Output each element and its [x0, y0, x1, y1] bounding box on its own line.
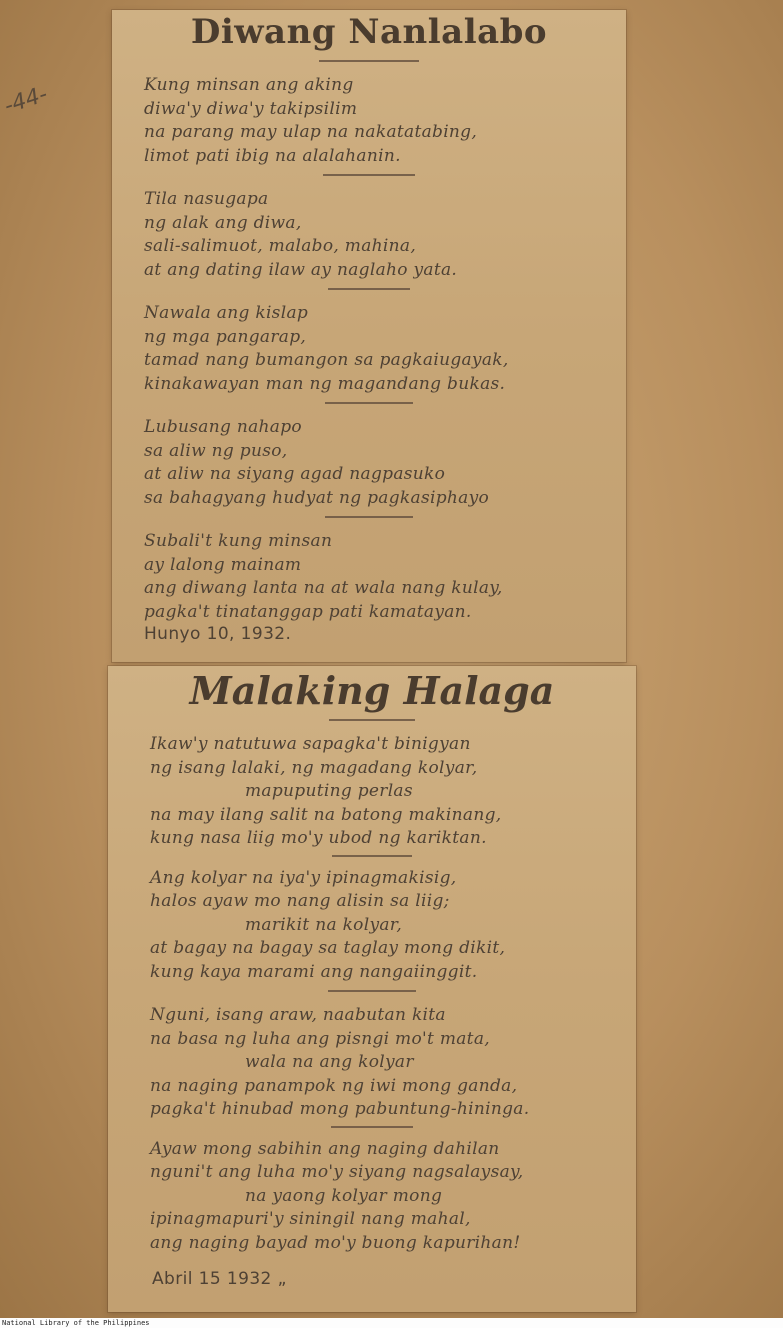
poem-line: marikit na kolyar,: [245, 914, 403, 935]
page-number: -44-: [1, 81, 51, 120]
poem-line: at bagay na bagay sa taglay mong dikit,: [150, 938, 506, 958]
poem-line: Ang kolyar na iya'y ipinagmakisig,: [150, 867, 457, 888]
stanza: [108, 1138, 636, 1256]
poem-line: Subali't kung minsan: [144, 531, 333, 551]
divider: [323, 174, 415, 176]
poem-line: tamad nang bumangon sa pagkaiugayak,: [144, 350, 509, 370]
divider: [325, 516, 413, 518]
clipping-diwang-nanlalabo: [112, 10, 626, 662]
poem-line: kung kaya marami ang nangaiinggit.: [150, 961, 478, 982]
poem-line: Tila nasugapa: [144, 189, 269, 209]
poem-date: Hunyo 10, 1932.: [144, 624, 292, 644]
poem-date: Abril 15 1932 „: [152, 1269, 287, 1289]
poem-line: sa bahagyang hudyat ng pagkasiphayo: [144, 487, 490, 508]
poem-line: limot pati ibig na alalahanin.: [144, 145, 401, 166]
poem-line: pagka't tinatanggap pati kamatayan.: [144, 601, 472, 622]
divider: [325, 402, 413, 404]
divider: [319, 60, 419, 62]
poem-line: wala na ang kolyar: [245, 1052, 414, 1072]
poem-line: Kung minsan ang aking: [144, 75, 354, 95]
stanza: [108, 867, 636, 985]
stanza: [108, 733, 636, 851]
poem-line: na yaong kolyar mong: [245, 1185, 443, 1206]
poem-line: sali-salimuot, malabo, mahina,: [144, 236, 417, 256]
poem-line: na parang may ulap na nakatatabing,: [144, 122, 478, 142]
poem-line: ay lalong mainam: [144, 554, 302, 575]
poem-line: Nawala ang kislap: [144, 303, 309, 323]
stanza: [112, 74, 626, 168]
poem-line: Ayaw mong sabihin ang naging dahilan: [150, 1138, 500, 1159]
poem-line: nguni't ang luha mo'y siyang nagsalaysay,: [150, 1162, 524, 1182]
stanza: [112, 530, 626, 644]
stanza: [112, 188, 626, 282]
poem-line: ng isang lalaki, ng magadang kolyar,: [150, 757, 478, 778]
divider: [331, 1126, 413, 1128]
poem-line: diwa'y diwa'y takipsilim: [144, 98, 358, 119]
poem-line: kinakawayan man ng magandang bukas.: [144, 373, 506, 394]
poem-line: na naging panampok ng iwi mong ganda,: [150, 1075, 518, 1096]
divider: [328, 288, 410, 290]
poem-line: mapuputing perlas: [245, 781, 413, 801]
stanza: [112, 302, 626, 396]
poem-line: Ikaw'y natutuwa sapagka't binigyan: [150, 734, 471, 754]
poem-line: ang naging bayad mo'y buong kapurihan!: [150, 1232, 521, 1253]
poem-title: Diwang Nanlalabo: [190, 12, 548, 52]
poem-line: kung nasa liig mo'y ubod ng kariktan.: [150, 828, 487, 848]
poem-line: ipinagmapuri'y siningil nang mahal,: [150, 1209, 471, 1229]
clipping-malaking-halaga: [108, 666, 636, 1312]
poem-line: na basa ng luha ang pisngi mo't mata,: [150, 1028, 490, 1049]
divider: [329, 719, 415, 721]
poem-line: sa aliw ng puso,: [144, 440, 288, 461]
poem-line: pagka't hinubad mong pabuntung-hininga.: [150, 1099, 530, 1119]
poem-line: Lubusang nahapo: [144, 417, 302, 437]
poem-line: at aliw na siyang agad nagpasuko: [144, 464, 446, 484]
library-credit: National Library of the Philippines: [0, 1318, 783, 1328]
poem-line: ng mga pangarap,: [144, 326, 307, 347]
poem-line: at ang dating ilaw ay naglaho yata.: [144, 259, 458, 280]
stanza: [112, 416, 626, 510]
divider: [328, 990, 416, 992]
poem-title: Malaking Halaga: [189, 668, 555, 713]
stanza: [108, 1004, 636, 1122]
divider: [332, 855, 412, 857]
poem-line: ng alak ang diwa,: [144, 212, 302, 233]
poem-line: ang diwang lanta na at wala nang kulay,: [144, 578, 503, 598]
poem-line: halos ayaw mo nang alisin sa liig;: [150, 891, 450, 911]
poem-line: na may ilang salit na batong makinang,: [150, 804, 502, 825]
poem-line: Nguni, isang araw, naabutan kita: [150, 1005, 446, 1025]
